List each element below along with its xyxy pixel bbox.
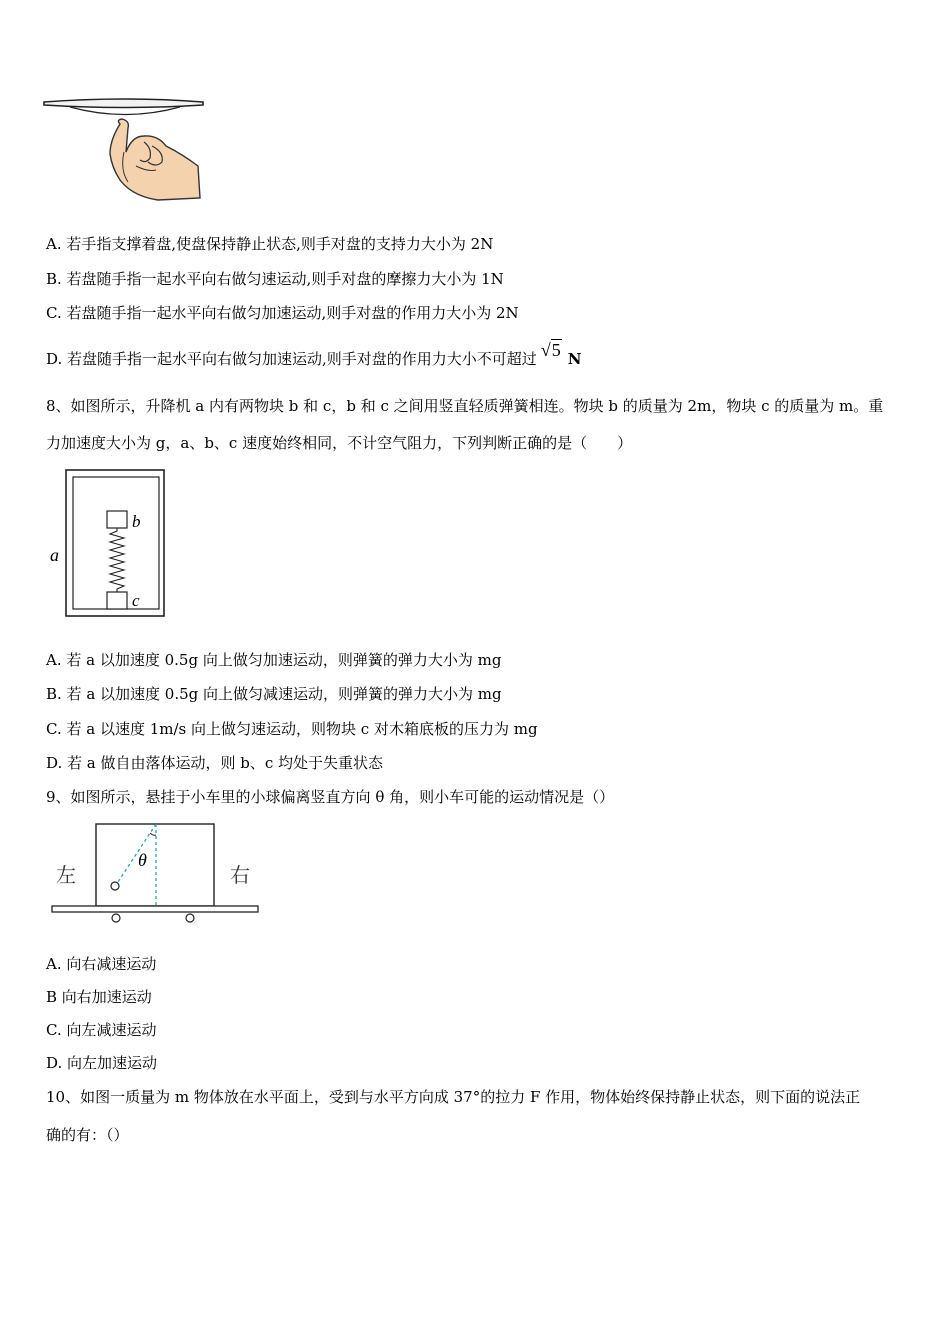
block-c bbox=[107, 592, 127, 609]
plate-rim bbox=[44, 99, 203, 108]
label-right: 右 bbox=[230, 863, 250, 887]
plate-on-finger-figure bbox=[40, 92, 210, 212]
label-a: a bbox=[50, 545, 59, 565]
q9-stem: 9、如图所示，悬挂于小车里的小球偏离竖直方向 θ 角，则小车可能的运动情况是（） bbox=[46, 788, 615, 806]
cart-base bbox=[52, 906, 258, 912]
sqrt-expression bbox=[541, 340, 562, 360]
q7-option-c: C. 若盘随手指一起水平向右做匀加速运动,则手对盘的作用力大小为 2N bbox=[46, 304, 519, 322]
q10-stem-line2: 确的有：（） bbox=[46, 1126, 129, 1144]
pendulum-ball bbox=[111, 882, 119, 890]
q7-option-d-text: D. 若盘随手指一起水平向右做匀加速运动,则手对盘的作用力大小不可超过 bbox=[46, 350, 537, 368]
elevator-inner-wall bbox=[73, 477, 159, 609]
wheel-right bbox=[186, 914, 194, 922]
block-b bbox=[107, 511, 127, 528]
radical-sign: √ bbox=[540, 340, 551, 360]
spring bbox=[110, 528, 124, 592]
q8-option-d: D. 若 a 做自由落体运动，则 b、c 均处于失重状态 bbox=[46, 754, 384, 772]
hand bbox=[110, 119, 200, 200]
q7-option-d-unit: N bbox=[567, 350, 582, 368]
label-theta: θ bbox=[138, 850, 147, 870]
label-left: 左 bbox=[56, 863, 76, 887]
q7-option-b: B. 若盘随手指一起水平向右做匀速运动,则手对盘的摩擦力大小为 1N bbox=[46, 270, 504, 288]
q10-stem-line1: 10、如图一质量为 m 物体放在水平面上，受到与水平方向成 37°的拉力 F 作用，物体始终保持静止状态，则下面的说法正 bbox=[46, 1088, 861, 1106]
cart-body bbox=[96, 824, 214, 906]
q8-option-b: B. 若 a 以加速度 0.5g 向上做匀减速运动，则弹簧的弹力大小为 mg bbox=[46, 685, 502, 703]
label-c: c bbox=[132, 591, 140, 610]
q9-option-d: D. 向左加速运动 bbox=[46, 1054, 158, 1072]
q9-option-a: A. 向右减速运动 bbox=[46, 955, 157, 973]
q9-option-c: C. 向左减速运动 bbox=[46, 1021, 157, 1039]
q8-stem-line2: 力加速度大小为 g，a、b、c 速度始终相同，不计空气阻力，下列判断正确的是（ ） bbox=[46, 434, 633, 452]
q8-option-a: A. 若 a 以加速度 0.5g 向上做匀加速运动，则弹簧的弹力大小为 mg bbox=[46, 651, 502, 669]
label-b: b bbox=[132, 512, 141, 531]
cart-pendulum-figure bbox=[46, 820, 266, 926]
elevator-spring-figure bbox=[44, 468, 174, 620]
q9-option-b: B 向右加速运动 bbox=[46, 988, 152, 1006]
q8-stem-line1: 8、如图所示，升降机 a 内有两物块 b 和 c，b 和 c 之间用竖直轻质弹簧相连。物块 b 的质量为 2m，物块 c 的质量为 m。重 bbox=[46, 397, 884, 415]
q7-option-a: A. 若手指支撑着盘,使盘保持静止状态,则手对盘的支持力大小为 2N bbox=[46, 235, 494, 253]
q8-option-c: C. 若 a 以速度 1m/s 向上做匀速运动，则物块 c 对木箱底板的压力为 mg bbox=[46, 720, 538, 738]
sqrt-radicand: 5 bbox=[551, 340, 561, 360]
q7-option-d bbox=[46, 340, 582, 369]
wheel-left bbox=[112, 914, 120, 922]
